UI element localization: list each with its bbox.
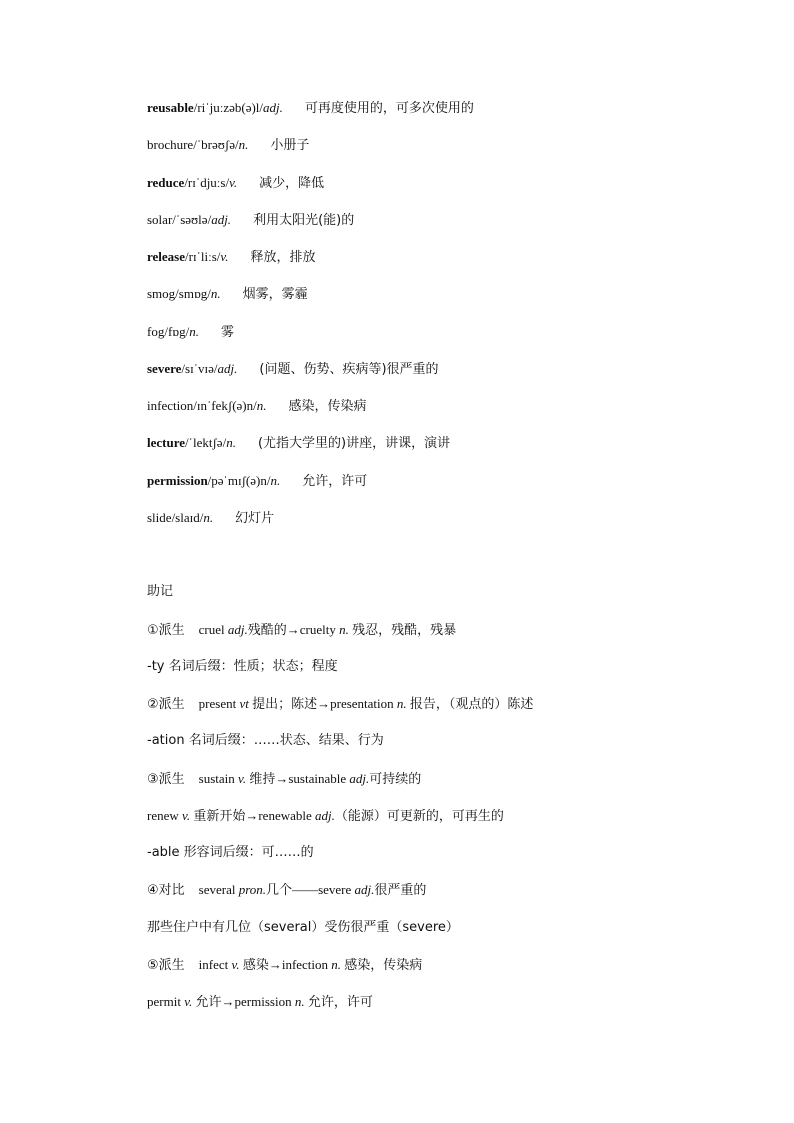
mnemonic-label: ③派生 (147, 772, 185, 787)
vocab-pos: adj. (217, 361, 238, 376)
mnemonic-source-pos: v. (184, 994, 193, 1009)
vocab-pos: n. (256, 398, 267, 413)
mnemonic-source-meaning: 几个 (266, 883, 293, 898)
vocab-pos: adj. (263, 100, 283, 115)
vocab-phonetic: /ˈbrəʊʃə/ (193, 137, 239, 152)
vocab-entry (147, 510, 274, 527)
arrow-icon: → (245, 808, 259, 823)
arrow-icon: → (275, 771, 289, 786)
vocab-pos: n. (226, 435, 236, 450)
mnemonic-item (147, 771, 421, 788)
vocab-entry (147, 324, 234, 341)
vocab-phonetic: /fɒg/ (164, 324, 190, 339)
vocab-word: smog (147, 286, 176, 301)
arrow-icon: → (268, 957, 282, 972)
vocab-meaning: 小册子 (270, 138, 310, 153)
mnemonic-source-meaning: 允许 (195, 995, 222, 1010)
mnemonic-source-meaning: 维持 (249, 772, 276, 787)
mnemonic-target-word: cruelty (299, 622, 336, 637)
mnemonic-source-word: infect (198, 957, 229, 972)
mnemonic-target-meaning: 很严重的 (374, 883, 427, 898)
mnemonic-label: ⑤派生 (147, 958, 185, 973)
mnemonic-source-pos: v. (182, 808, 191, 823)
vocab-entry (147, 361, 439, 378)
mnemonic-label: ②派生 (147, 697, 185, 712)
mnemonic-item (147, 957, 422, 974)
mnemonic-target-meaning: 允许，许可 (307, 995, 373, 1010)
mnemonic-target-meaning: 报告，（观点的）陈述 (409, 697, 534, 712)
mnemonic-item (147, 882, 426, 899)
mnemonic-target-word: permission (234, 994, 292, 1009)
vocab-pos: v. (229, 175, 238, 190)
mnemonic-target-meaning: 残忍，残酷，残暴 (352, 623, 457, 638)
vocab-pos: n. (238, 137, 249, 152)
mnemonic-target-pos: adj. (315, 808, 335, 823)
vocab-phonetic: /sɪˈvɪə/ (181, 361, 218, 376)
vocab-entry (147, 286, 308, 303)
mnemonic-note: -ty 名词后缀：性质；状态；程度 (147, 659, 338, 674)
mnemonic-source-pos: v. (231, 957, 240, 972)
mnemonic-source-meaning: 残酷的 (247, 623, 287, 638)
vocab-word: permission (147, 473, 208, 488)
vocab-meaning: 减少，降低 (259, 176, 325, 191)
vocab-word: brochure (147, 137, 194, 152)
vocab-pos: adj. (211, 212, 232, 227)
vocab-meaning: 感染，传染病 (288, 399, 367, 414)
vocab-entry (147, 473, 367, 490)
mnemonic-target-pos: n. (294, 994, 305, 1009)
arrow-icon: → (286, 622, 300, 637)
vocab-entry (147, 249, 316, 266)
mnemonic-item (147, 808, 504, 825)
mnemonic-item (147, 696, 533, 713)
arrow-icon: → (317, 696, 331, 711)
mnemonic-source-pos: pron. (238, 882, 267, 897)
mnemonic-target-pos: adj. (349, 771, 370, 786)
vocab-meaning: 利用太阳光(能)的 (253, 213, 355, 228)
mnemonic-target-pos: adj. (354, 882, 375, 897)
vocab-word: release (147, 249, 186, 264)
vocab-word: fog (147, 324, 165, 339)
vocab-word: reduce (147, 175, 185, 190)
mnemonic-label: ④对比 (147, 883, 185, 898)
vocab-meaning: (尤指大学里的)讲座，讲课，演讲 (257, 436, 451, 451)
mnemonic-target-meaning: 可持续的 (369, 772, 422, 787)
mnemonic-target-meaning: 感染，传染病 (344, 958, 423, 973)
mnemonic-target-word: infection (281, 957, 329, 972)
mnemonic-target-word: sustainable (288, 771, 347, 786)
vocab-meaning: 允许，许可 (302, 474, 368, 489)
mnemonic-source-meaning: 重新开始 (193, 809, 246, 824)
mnemonic-label: ①派生 (147, 623, 185, 638)
vocab-phonetic: /ˈsəʊlə/ (172, 212, 212, 227)
vocab-entry (147, 398, 367, 415)
mnemonic-source-pos: adj. (227, 622, 248, 637)
vocab-entry (147, 212, 354, 229)
vocab-phonetic: /slaɪd/ (171, 510, 204, 525)
mnemonic-heading: 助记 (147, 584, 174, 599)
dash: —— (292, 882, 319, 897)
mnemonic-source-meaning: 感染 (242, 958, 269, 973)
mnemonic-source-word: cruel (198, 622, 225, 637)
vocab-meaning: 释放，排放 (250, 250, 316, 265)
mnemonic-source-word: sustain (198, 771, 235, 786)
vocab-entry (147, 137, 309, 154)
mnemonic-target-meaning: （能源）可更新的，可再生的 (334, 809, 504, 824)
mnemonic-source-meaning: 提出；陈述 (252, 697, 318, 712)
vocab-meaning: 烟雾，雾霾 (242, 287, 308, 302)
mnemonic-source-pos: vt (239, 696, 249, 711)
mnemonic-item (147, 994, 373, 1011)
mnemonic-source-word: permit (147, 994, 181, 1009)
mnemonic-target-word: severe (318, 882, 352, 897)
vocab-pos: n. (203, 510, 214, 525)
vocab-phonetic: /smɒg/ (175, 286, 211, 301)
mnemonic-target-pos: n. (339, 622, 349, 637)
mnemonic-note: -ation 名词后缀：……状态、结果、行为 (147, 733, 384, 748)
vocab-phonetic: /riˈjuːzəb(ə)l/ (193, 100, 264, 115)
vocab-phonetic: /rɪˈliːs/ (185, 249, 221, 264)
vocab-pos: n. (210, 286, 221, 301)
arrow-icon: → (221, 994, 235, 1009)
mnemonic-note: 那些住户中有几位（several）受伤很严重（severe） (147, 920, 459, 935)
vocab-phonetic: /ˈlektʃə/ (185, 435, 227, 450)
vocab-entry (147, 100, 474, 117)
vocab-entry (147, 175, 324, 192)
vocab-phonetic: /ɪnˈfekʃ(ə)n/ (193, 398, 257, 413)
vocab-word: slide (147, 510, 172, 525)
mnemonic-target-word: presentation (330, 696, 394, 711)
vocab-phonetic: /rɪˈdjuːs/ (184, 175, 230, 190)
mnemonic-target-pos: n. (331, 957, 342, 972)
mnemonic-source-pos: v. (238, 771, 247, 786)
mnemonic-target-word: renewable (258, 808, 312, 823)
vocab-word: solar (147, 212, 173, 227)
vocab-meaning: 可再度使用的，可多次使用的 (304, 101, 474, 116)
vocab-pos: n. (189, 324, 199, 339)
mnemonic-note: -able 形容词后缀：可……的 (147, 845, 314, 860)
vocab-meaning: (问题、伤势、疾病等)很严重的 (259, 362, 439, 377)
mnemonic-source-word: renew (147, 808, 179, 823)
vocab-pos: n. (270, 473, 281, 488)
vocab-word: severe (147, 361, 182, 376)
vocab-word: lecture (147, 435, 186, 450)
vocab-pos: v. (220, 249, 229, 264)
mnemonic-target-pos: n. (396, 696, 407, 711)
vocab-phonetic: /pəˈmɪʃ(ə)n/ (207, 473, 271, 488)
vocab-word: reusable (147, 100, 194, 115)
vocab-entry (147, 435, 450, 452)
mnemonic-item (147, 622, 456, 639)
mnemonic-source-word: several (198, 882, 236, 897)
vocab-word: infection (147, 398, 194, 413)
vocab-meaning: 雾 (220, 325, 234, 340)
vocab-meaning: 幻灯片 (235, 511, 275, 526)
mnemonic-source-word: present (198, 696, 237, 711)
